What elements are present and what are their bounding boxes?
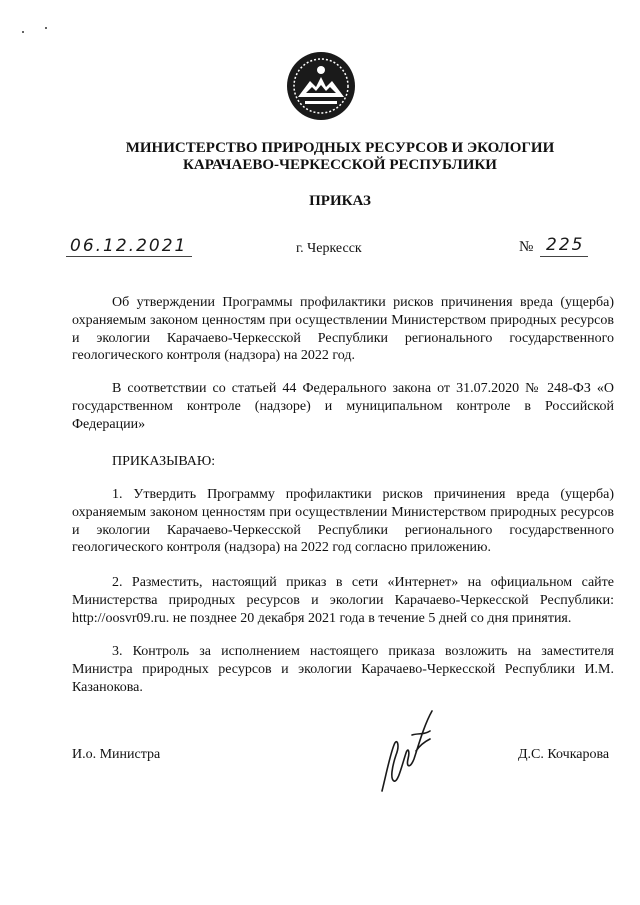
order-item-1: 1. Утвердить Программу профилактики рисков причинения вреда (ущерба) охраняемым законом ценностям при осуществлении Министерством природных ресурсов и экологии Карачаево-Черкесской Республики регионального государственного геологического контроля (надзора) на 2022 год согласно приложению. <box>72 487 614 556</box>
order-item-3: 3. Контроль за исполнением настоящего приказа возложить на заместителя Министра природных ресурсов и экологии Карачаево-Черкесской Республики И.М. Казанокова. <box>72 644 614 695</box>
scan-speck <box>45 27 47 29</box>
date-underline <box>66 256 192 257</box>
ministry-name-line2: КАРАЧАЕВО-ЧЕРКЕССКОЙ РЕСПУБЛИКИ <box>183 157 497 173</box>
order-item-2: 2. Разместить, настоящий приказ в сети «Интернет» на официальном сайте Министерства природных ресурсов и экологии Карачаево-Черкесской Республики: http://oosvr09.ru. не позднее 20 декабря 2021 года в течение 5 дней со дня принятия. <box>72 575 614 626</box>
order-subject: Об утверждении Программы профилактики рисков причинения вреда (ущерба) охраняемым законом ценностям при осуществлении Министерством природных ресурсов и экологии Карачаево-Черкесской Республики регионального государственного геологического контроля (надзора) на 2022 год. <box>72 295 614 364</box>
order-number-label: № <box>519 239 534 255</box>
signatory-role: И.о. Министра <box>72 747 161 762</box>
order-city: г. Черкесск <box>296 241 362 256</box>
order-number: 225 <box>546 235 585 255</box>
coat-of-arms-icon <box>285 50 357 122</box>
ministry-name-line1: МИНИСТЕРСТВО ПРИРОДНЫХ РЕСУРСОВ И ЭКОЛОГИИ <box>125 140 555 156</box>
order-directive: ПРИКАЗЫВАЮ: <box>112 454 216 469</box>
number-underline <box>540 256 588 257</box>
legal-basis: В соответствии со статьей 44 Федерального закона от 31.07.2020 № 248-ФЗ «О государственном контроле (надзоре) и муниципальном контроле в Российской Федерации» <box>72 381 614 432</box>
handwritten-signature <box>372 705 450 797</box>
document-title: ПРИКАЗ <box>309 193 371 209</box>
scan-speck <box>22 31 24 33</box>
order-date: 06.12.2021 <box>70 236 188 256</box>
signatory-name: Д.С. Кочкарова <box>518 747 610 762</box>
